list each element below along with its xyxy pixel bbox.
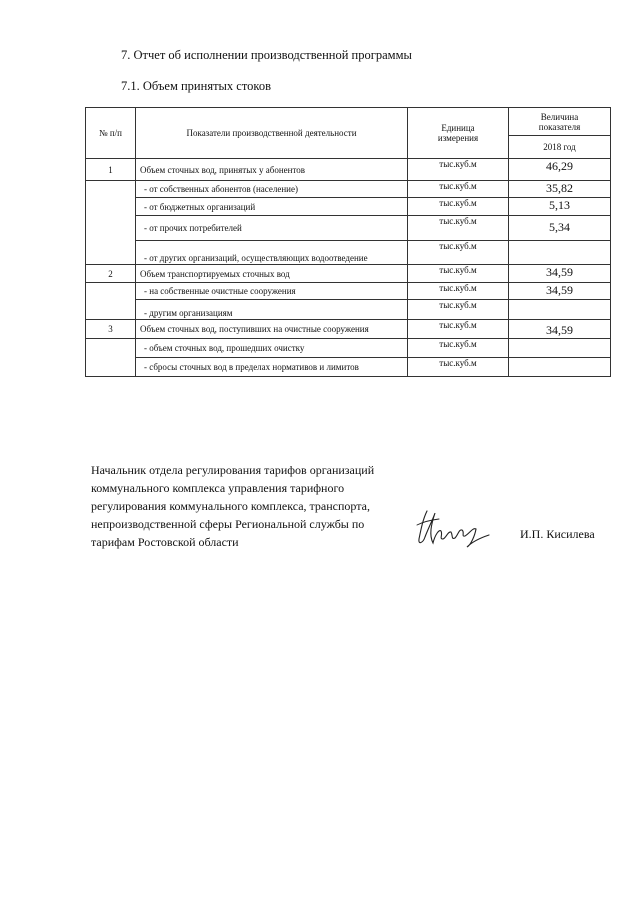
table-row	[86, 198, 611, 216]
row-unit: тыс.куб.м	[408, 241, 509, 265]
row-indicator: - на собственные очистные сооружения	[136, 283, 408, 300]
header-num: № п/п	[86, 108, 136, 159]
table-row	[86, 181, 611, 198]
row-indicator: - от прочих потребителей	[136, 216, 408, 241]
signatory-name: И.П. Кисилева	[520, 527, 595, 541]
signatory-line: тарифам Ростовской области	[91, 535, 239, 549]
row-indicator: Объем сточных вод, поступивших на очистные сооружения	[136, 320, 408, 339]
row-indicator: Объем сточных вод, принятых у абонентов	[136, 159, 408, 181]
table-row	[86, 339, 611, 358]
row-value: 34,59	[509, 283, 611, 300]
row-value: 5,13	[509, 198, 611, 216]
signatory-line: коммунального комплекса управления тарифного	[91, 481, 345, 495]
header-value-line1: Величина	[540, 111, 579, 122]
row-indicator: - сбросы сточных вод в пределах нормативов и лимитов	[136, 358, 408, 377]
header-unit-line1: Единица	[441, 123, 475, 133]
row-indicator: - от других организаций, осуществляющих водоотведение	[136, 241, 408, 265]
row-indicator: Объем транспортируемых сточных вод	[136, 265, 408, 283]
handwritten-signature	[413, 505, 493, 550]
row-unit: тыс.куб.м	[408, 159, 509, 181]
row-indicator: - от бюджетных организаций	[136, 198, 408, 216]
row-unit: тыс.куб.м	[408, 198, 509, 216]
header-indicator: Показатели производственной деятельности	[136, 108, 408, 159]
row-value	[509, 358, 611, 377]
row-num: 3	[86, 320, 136, 339]
row-indicator: - другим организациям	[136, 300, 408, 320]
row-num: 1	[86, 159, 136, 181]
row-unit: тыс.куб.м	[408, 265, 509, 283]
row-unit: тыс.куб.м	[408, 300, 509, 320]
row-num-span	[86, 339, 136, 377]
row-num-span	[86, 283, 136, 320]
row-unit: тыс.куб.м	[408, 320, 509, 339]
row-value: 5,34	[509, 216, 611, 241]
header-value	[509, 108, 611, 136]
header-value-line2: показателя	[538, 121, 581, 132]
row-unit: тыс.куб.м	[408, 181, 509, 198]
row-num: 2	[86, 265, 136, 283]
row-indicator: - от собственных абонентов (население)	[136, 181, 408, 198]
row-unit: тыс.куб.м	[408, 339, 509, 358]
row-indicator: - объем сточных вод, прошедших очистку	[136, 339, 408, 358]
table-row	[86, 216, 611, 241]
section-subtitle: 7.1. Объем принятых стоков	[121, 79, 271, 93]
section-title: 7. Отчет об исполнении производственной программы	[121, 48, 412, 62]
row-value	[509, 300, 611, 320]
report-table	[85, 107, 611, 377]
row-unit: тыс.куб.м	[408, 216, 509, 241]
table-row	[86, 283, 611, 300]
signatory-line: непроизводственной сферы Региональной службы по	[91, 517, 365, 531]
row-num-span	[86, 181, 136, 265]
header-unit	[408, 108, 509, 159]
header-unit-line2: измерения	[437, 133, 479, 143]
signatory-line: регулирования коммунального комплекса, транспорта,	[91, 499, 370, 513]
row-unit: тыс.куб.м	[408, 358, 509, 377]
row-value	[509, 339, 611, 358]
table-row	[86, 358, 611, 377]
table-row	[86, 265, 611, 283]
row-value: 35,82	[509, 181, 611, 198]
row-unit: тыс.куб.м	[408, 283, 509, 300]
row-value: 34,59	[509, 320, 611, 339]
row-value: 46,29	[509, 159, 611, 181]
signatory-position	[91, 461, 411, 551]
row-value: 34,59	[509, 265, 611, 283]
table-row	[86, 159, 611, 181]
row-value	[509, 241, 611, 265]
table-row	[86, 241, 611, 265]
header-year: 2018 год	[509, 136, 611, 159]
table-row	[86, 320, 611, 339]
signatory-line: Начальник отдела регулирования тарифов организаций	[91, 463, 375, 477]
table-row	[86, 300, 611, 320]
